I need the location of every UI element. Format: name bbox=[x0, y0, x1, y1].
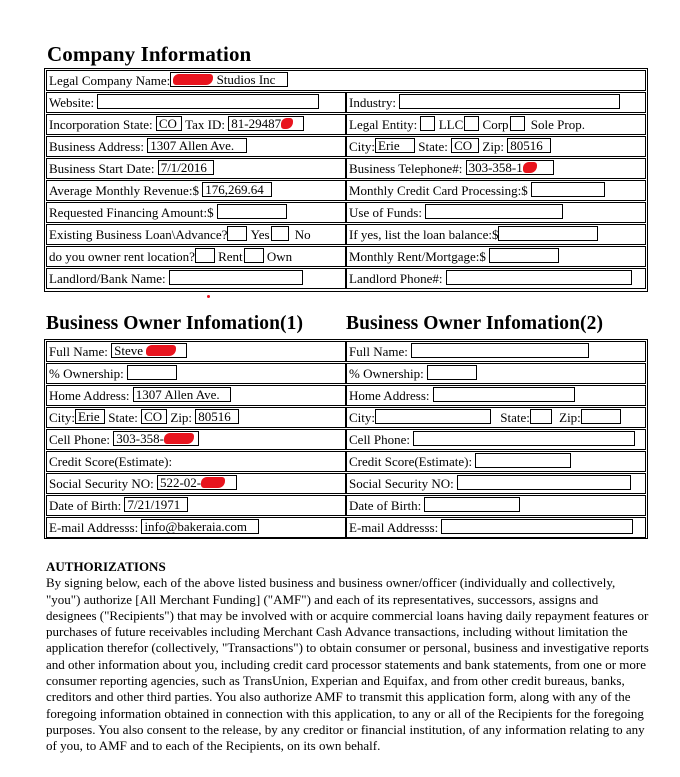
owner1-cell-label: Cell Phone: bbox=[49, 432, 111, 447]
owner1-ownership-label: % Ownership: bbox=[49, 366, 124, 381]
owner2-home-address-field[interactable] bbox=[433, 387, 575, 402]
owner2-credit-label: Credit Score(Estimate): bbox=[349, 454, 473, 469]
owner2-full-name-cell bbox=[346, 341, 646, 362]
owner1-ownership-field[interactable] bbox=[127, 365, 177, 380]
owner2-dob-field[interactable] bbox=[424, 497, 520, 512]
owner2-city-label: City: bbox=[349, 410, 376, 425]
owner1-state-label: State: bbox=[108, 410, 138, 425]
avg-revenue-label: Average Monthly Revenue:$ bbox=[49, 183, 199, 198]
landlord-name-field[interactable] bbox=[169, 270, 303, 285]
owner1-email-label: E-mail Addresss: bbox=[49, 520, 139, 535]
rent-location-label: do you owner rent location? bbox=[49, 249, 195, 264]
city-label: City: bbox=[349, 139, 376, 154]
existing-loan-cell bbox=[46, 224, 346, 245]
landlord-phone-label: Landlord Phone#: bbox=[349, 271, 443, 286]
use-of-funds-label: Use of Funds: bbox=[349, 205, 422, 220]
owner2-dob-cell bbox=[346, 495, 646, 516]
owner2-credit-field[interactable] bbox=[475, 453, 571, 468]
landlord-phone-cell bbox=[346, 268, 646, 289]
business-address-cell bbox=[46, 136, 346, 157]
owner2-city-field[interactable] bbox=[375, 409, 491, 424]
loan-balance-label: If yes, list the loan balance:$ bbox=[349, 227, 499, 242]
owner1-ssn-cell bbox=[46, 473, 346, 494]
owner2-cell-field[interactable] bbox=[413, 431, 635, 446]
authorizations-text: By signing below, each of the above listed business and business owner/officer (individually and collectively, "you") authorize [All Merchant Funding] ("AMF") and each of its representatives, successors, assigns and designees ("Recipients") that may be involved with or acquire commercial loans having daily repayment features or purchases of future receivables including Merchant Cash Advance transactions, including without limitation the application therefor (collectively, "Transactions") to obtain consumer or personal, business and investigative reports and other information about you, including credit card processor statements and bank statements, from one or more consumer reporting agencies, such as TransUnion, Experian and Equifax, and from other credit bureaus, banks, creditors and other third parties. You also authorize AMF to transmit this application form, along with any of the foregoing information obtained in connection with this application, to any or all of the Recipients for the foregoing purposes. You also consent to the release, by any creditor or financial institution, of any information relating to any of you, to AMF and to each of the Recipients, on its own behalf. bbox=[46, 575, 649, 754]
owner1-ssn-label: Social Security NO: bbox=[49, 476, 154, 491]
owner2-email-label: E-mail Addresss: bbox=[349, 520, 439, 535]
telephone-cell bbox=[346, 158, 646, 179]
owner1-home-address-field[interactable]: 1307 Allen Ave. bbox=[133, 387, 231, 402]
incorporation-state-label: Incorporation State: bbox=[49, 117, 153, 132]
no-checkbox[interactable] bbox=[271, 226, 289, 241]
cc-processing-cell bbox=[346, 180, 646, 201]
owner2-dob-label: Date of Birth: bbox=[349, 498, 422, 513]
owner1-ownership-cell bbox=[46, 363, 346, 384]
business-address-label: Business Address: bbox=[49, 139, 144, 154]
legal-name-label: Legal Company Name: bbox=[49, 73, 171, 88]
redaction-mark bbox=[173, 74, 213, 85]
start-date-cell bbox=[46, 158, 346, 179]
monthly-rent-cell bbox=[346, 246, 646, 267]
industry-field[interactable] bbox=[399, 94, 620, 109]
owner1-full-name-label: Full Name: bbox=[49, 344, 108, 359]
redaction-mark bbox=[164, 433, 194, 444]
use-of-funds-field[interactable] bbox=[425, 204, 563, 219]
owner2-email-cell bbox=[346, 517, 646, 538]
landlord-phone-field[interactable] bbox=[446, 270, 632, 285]
owner2-zip-field[interactable] bbox=[581, 409, 621, 424]
owner1-home-address-label: Home Address: bbox=[49, 388, 130, 403]
sole-prop-label: Sole Prop. bbox=[530, 117, 585, 132]
business-city-cell bbox=[346, 136, 646, 157]
owner1-dob-label: Date of Birth: bbox=[49, 498, 122, 513]
use-of-funds-cell bbox=[346, 202, 646, 223]
industry-cell bbox=[346, 92, 646, 113]
own-label: Own bbox=[266, 249, 293, 264]
owner1-city-label: City: bbox=[49, 410, 76, 425]
owner2-state-label: State: bbox=[500, 410, 530, 425]
owner2-email-field[interactable] bbox=[441, 519, 633, 534]
corp-checkbox[interactable] bbox=[464, 116, 479, 131]
website-cell bbox=[46, 92, 346, 113]
business-address-field[interactable]: 1307 Allen Ave. bbox=[147, 138, 247, 153]
tax-id-label: Tax ID: bbox=[185, 117, 225, 132]
loan-balance-cell bbox=[346, 224, 646, 245]
legal-entity-label: Legal Entity: bbox=[349, 117, 418, 132]
owner2-cell-phone-cell bbox=[346, 429, 646, 450]
financing-field[interactable] bbox=[217, 204, 287, 219]
corp-label: Corp bbox=[482, 117, 509, 132]
state-field[interactable]: CO bbox=[451, 138, 479, 153]
financing-label: Requested Financing Amount:$ bbox=[49, 205, 214, 220]
owner2-full-name-field[interactable] bbox=[411, 343, 589, 358]
owner1-cell-field[interactable]: 303-358- bbox=[113, 431, 199, 446]
owner1-zip-label: Zip: bbox=[170, 410, 193, 425]
owner1-state-field[interactable]: CO bbox=[141, 409, 167, 424]
owner1-credit-label: Credit Score(Estimate): bbox=[49, 454, 173, 469]
owner2-city-cell bbox=[346, 407, 646, 428]
no-label: No bbox=[294, 227, 311, 242]
cc-processing-field[interactable] bbox=[531, 182, 605, 197]
existing-loan-label: Existing Business Loan\Advance? bbox=[49, 227, 228, 242]
owner1-email-cell bbox=[46, 517, 346, 538]
owner1-home-address-cell bbox=[46, 385, 346, 406]
owner1-email-field[interactable]: info@bakeraia.com bbox=[141, 519, 259, 534]
rent-checkbox[interactable] bbox=[195, 248, 215, 263]
authorizations-heading: AUTHORIZATIONS bbox=[46, 559, 166, 574]
yes-label: Yes bbox=[250, 227, 270, 242]
owner2-home-address-cell bbox=[346, 385, 646, 406]
website-field[interactable] bbox=[97, 94, 319, 109]
monthly-rent-label: Monthly Rent/Mortgage:$ bbox=[349, 249, 486, 264]
owner1-credit-cell bbox=[46, 451, 346, 472]
start-date-field[interactable]: 7/1/2016 bbox=[158, 160, 214, 175]
redaction-mark bbox=[523, 162, 537, 173]
zip-field[interactable]: 80516 bbox=[507, 138, 551, 153]
avg-revenue-field[interactable]: 176,269.64 bbox=[202, 182, 272, 197]
incorporation-state-field[interactable]: CO bbox=[156, 116, 182, 131]
state-label: State: bbox=[418, 139, 448, 154]
rent-location-cell bbox=[46, 246, 346, 267]
legal-name-field[interactable]: Studios Inc bbox=[170, 72, 288, 87]
llc-label: LLC bbox=[438, 117, 464, 132]
website-label: Website: bbox=[49, 95, 95, 110]
tax-id-field[interactable]: 81-29487 bbox=[228, 116, 304, 131]
sole-prop-checkbox[interactable] bbox=[510, 116, 525, 131]
owner1-cell-phone-cell bbox=[46, 429, 346, 450]
incorporation-cell bbox=[46, 114, 346, 135]
owner1-full-name-cell bbox=[46, 341, 346, 362]
owner2-heading: Business Owner Infomation(2) bbox=[346, 313, 604, 334]
owner1-city-cell bbox=[46, 407, 346, 428]
owner2-ssn-cell bbox=[346, 473, 646, 494]
redaction-mark bbox=[146, 345, 176, 356]
legal-entity-cell bbox=[346, 114, 646, 135]
redaction-mark bbox=[201, 477, 225, 488]
zip-label: Zip: bbox=[482, 139, 505, 154]
owner1-zip-field[interactable]: 80516 bbox=[195, 409, 239, 424]
monthly-rent-field[interactable] bbox=[489, 248, 559, 263]
stray-red-mark bbox=[207, 295, 210, 298]
owner2-state-field[interactable] bbox=[530, 409, 552, 424]
legal-company-name-row bbox=[46, 70, 646, 91]
avg-revenue-cell bbox=[46, 180, 346, 201]
owner1-dob-cell bbox=[46, 495, 346, 516]
landlord-name-label: Landlord/Bank Name: bbox=[49, 271, 166, 286]
owner2-ownership-label: % Ownership: bbox=[349, 366, 424, 381]
loan-balance-field[interactable] bbox=[498, 226, 598, 241]
industry-label: Industry: bbox=[349, 95, 396, 110]
owner1-dob-field[interactable]: 7/21/1971 bbox=[124, 497, 188, 512]
owner2-full-name-label: Full Name: bbox=[349, 344, 408, 359]
owner2-zip-label: Zip: bbox=[559, 410, 581, 425]
redaction-mark bbox=[281, 118, 293, 129]
own-checkbox[interactable] bbox=[244, 248, 264, 263]
telephone-field[interactable]: 303-358-1 bbox=[466, 160, 554, 175]
financing-cell bbox=[46, 202, 346, 223]
owner1-heading: Business Owner Infomation(1) bbox=[46, 313, 304, 334]
company-info-heading: Company Information bbox=[47, 42, 252, 66]
llc-checkbox[interactable] bbox=[420, 116, 435, 131]
owner1-city-field[interactable]: Erie bbox=[75, 409, 105, 424]
city-field[interactable]: Erie bbox=[375, 138, 415, 153]
rent-label: Rent bbox=[218, 249, 243, 264]
owner2-home-address-label: Home Address: bbox=[349, 388, 430, 403]
yes-checkbox[interactable] bbox=[227, 226, 247, 241]
cc-processing-label: Monthly Credit Card Processing:$ bbox=[349, 183, 528, 198]
owner2-ownership-field[interactable] bbox=[427, 365, 477, 380]
landlord-name-cell bbox=[46, 268, 346, 289]
telephone-label: Business Telephone#: bbox=[349, 161, 463, 176]
owner1-full-name-field[interactable]: Steve bbox=[111, 343, 187, 358]
start-date-label: Business Start Date: bbox=[49, 161, 155, 176]
owner2-cell-label: Cell Phone: bbox=[349, 432, 411, 447]
owner2-credit-cell bbox=[346, 451, 646, 472]
owner2-ssn-label: Social Security NO: bbox=[349, 476, 454, 491]
owner2-ownership-cell bbox=[346, 363, 646, 384]
owner2-ssn-field[interactable] bbox=[457, 475, 631, 490]
owner1-ssn-field[interactable]: 522-02- bbox=[157, 475, 237, 490]
authorizations-section bbox=[46, 559, 650, 755]
